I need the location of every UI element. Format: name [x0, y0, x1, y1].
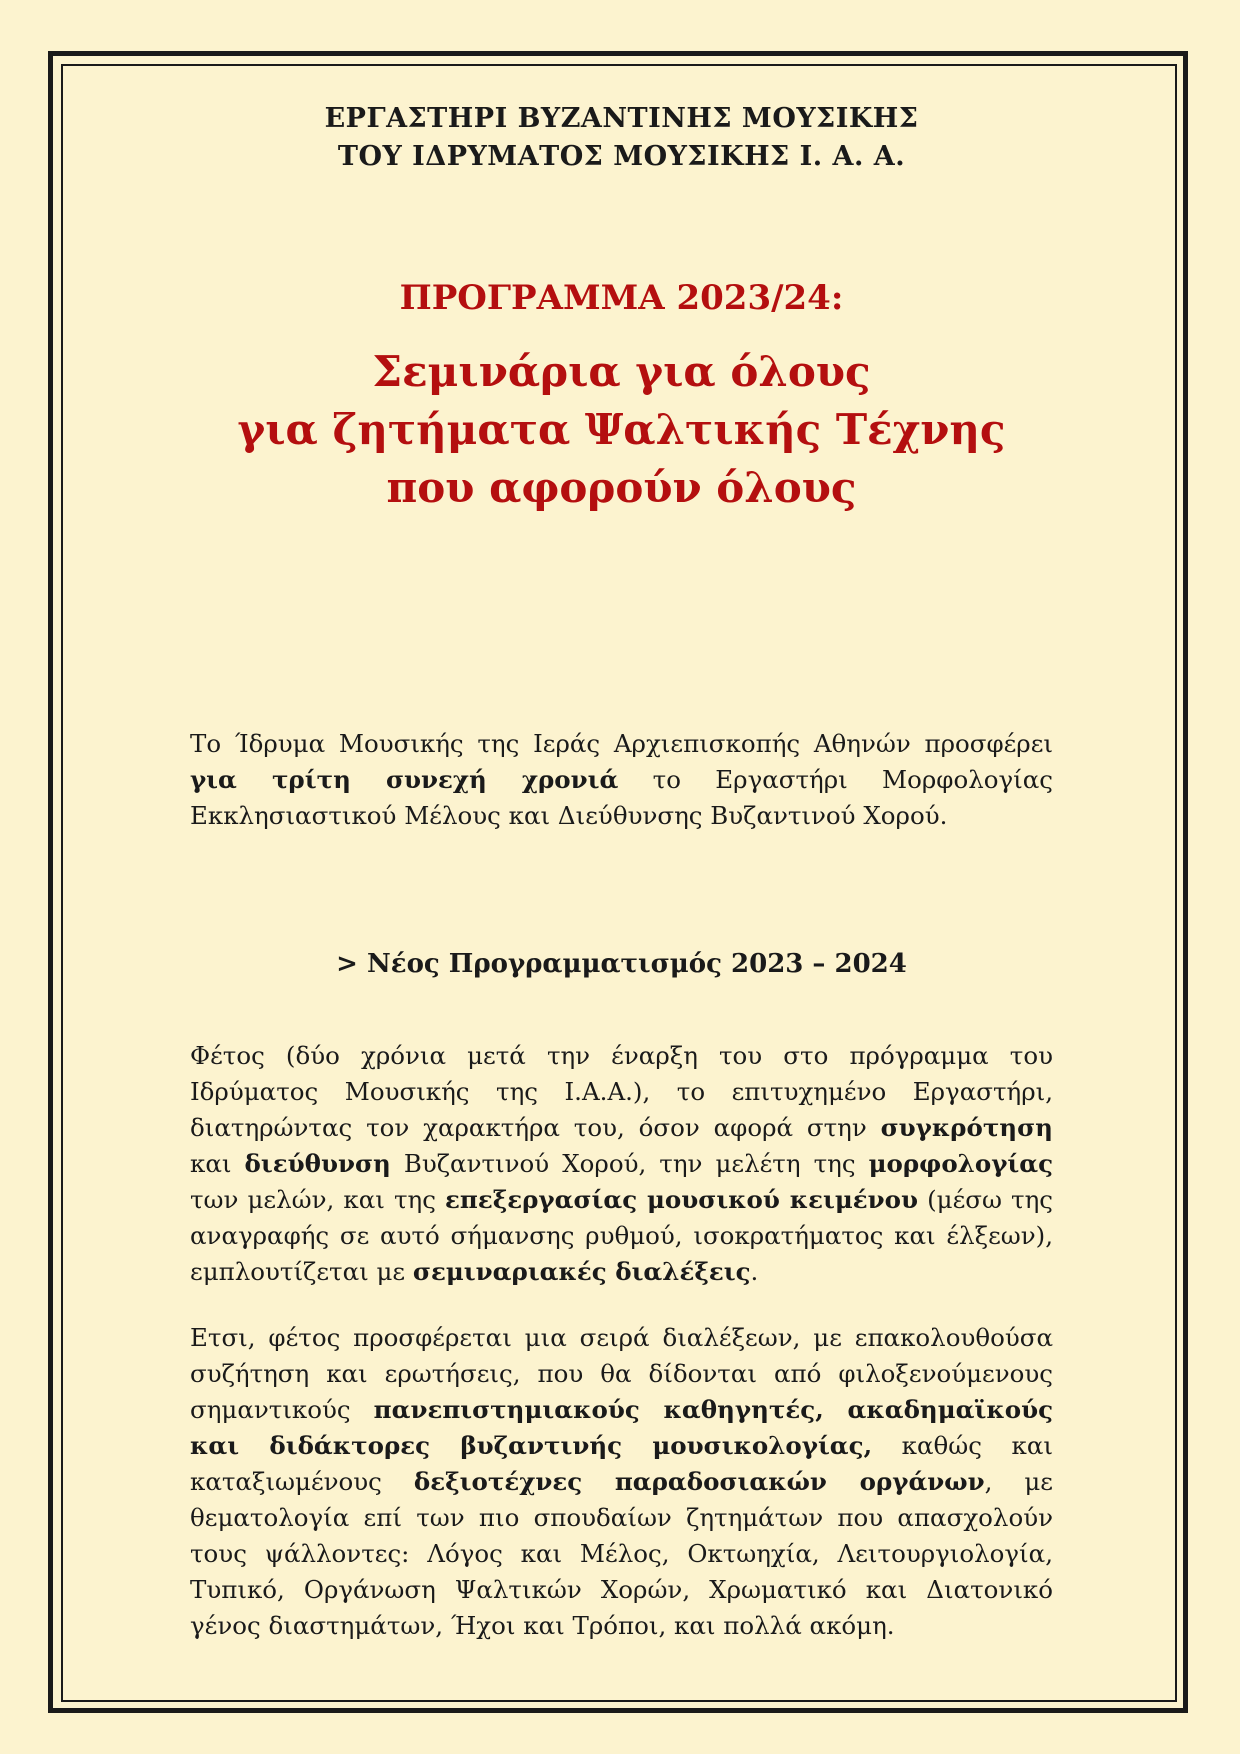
program-label: ΠΡΟΓΡΑΜΜΑ 2023/24:	[399, 278, 844, 318]
header-line-1: ΕΡΓΑΣΤΗΡΙ ΒΥΖΑΝΤΙΝΗΣ ΜΟΥΣΙΚΗΣ	[324, 103, 919, 134]
intro-bold-1: για τρίτη συνεχή χρονιά	[190, 765, 619, 794]
intro-text-2: το Εργαστήρι Μορφολογίας Εκκλησιαστικού Μέλους και Διεύθυνσης Βυζαντινού Χορού.	[190, 765, 1053, 830]
p2-text-1: Ετσι, φέτος προσφέρεται μια σειρά διαλέξεων, με επακολουθούσα συζήτηση και ερωτήσεις, που θα δίδονται από φιλοξενούμενους σημαντικούς	[190, 1323, 1053, 1424]
p1-text-4: των μελών, και της	[190, 1185, 446, 1214]
section-subheading: > Νέος Προγραμματισμός 2023 – 2024	[336, 949, 907, 979]
intro-text-1: Το Ίδρυμα Μουσικής της Ιεράς Αρχιεπισκοπής Αθηνών προσφέρει	[190, 729, 1053, 758]
paragraph-2	[190, 1320, 1053, 1644]
p2-text-3: , με θεματολογία επί των πιο σπουδαίων ζητημάτων που απασχολούν τους ψάλλοντες: Λόγος και Μέλος, Οκτωηχία, Λειτουργιολογία, Τυπικό, Οργάνωση Ψαλτικών Χορών, Χρωματικό και Διατονικό γένος διαστημάτων, Ήχοι και Τρόποι, και πολλά ακόμη.	[190, 1467, 1053, 1640]
intro-paragraph	[190, 726, 1053, 834]
p1-bold-5: σεμιναριακές διαλέξεις	[412, 1257, 751, 1286]
p2-bold-1: πανεπιστημιακούς καθηγητές, ακαδημαϊκούς και διδάκτορες βυζαντινής μουσικολογίας,	[190, 1395, 1053, 1460]
p1-bold-4: επεξεργασίας μουσικού κειμένου	[445, 1185, 918, 1214]
p1-bold-3: μορφολογίας	[868, 1149, 1053, 1178]
p2-bold-2: δεξιοτέχνες παραδοσιακών οργάνων	[413, 1467, 985, 1496]
title-line-2: για ζητήματα Ψαλτικής Τέχνης	[237, 405, 1006, 454]
p1-bold-1: συγκρότηση	[880, 1113, 1053, 1142]
p1-text-1: Φέτος (δύο χρόνια μετά την έναρξη του στο πρόγραμμα του Ιδρύματος Μουσικής της Ι.Α.Α.), το επιτυχημένο Εργαστήρι, διατηρώντας τον χαρακτήρα του, όσον αφορά στην	[190, 1041, 1053, 1142]
p1-bold-2: διεύθυνση	[244, 1149, 391, 1178]
p1-text-5: (μέσω της αναγραφής σε αυτό σήμανσης ρυθμού, ισοκρατήματος και έλξεων), εμπλουτίζεται με	[190, 1185, 1054, 1286]
title-line-3: που αφορούν όλους	[386, 463, 857, 512]
institution-header	[190, 100, 1053, 176]
p1-text-3: Βυζαντινού Χορού, την μελέτη της	[390, 1149, 869, 1178]
header-line-2: ΤΟΥ ΙΔΡΥΜΑΤΟΣ ΜΟΥΣΙΚΗΣ Ι. Α. Α.	[337, 141, 906, 172]
seminar-title	[190, 343, 1053, 517]
paragraph-1	[190, 1038, 1053, 1290]
p1-text-6: .	[750, 1257, 759, 1286]
p2-text-2: καθώς και καταξιωμένους	[190, 1431, 1053, 1496]
p1-text-2: και	[190, 1149, 245, 1178]
title-line-1: Σεμινάρια για όλους	[372, 347, 871, 396]
